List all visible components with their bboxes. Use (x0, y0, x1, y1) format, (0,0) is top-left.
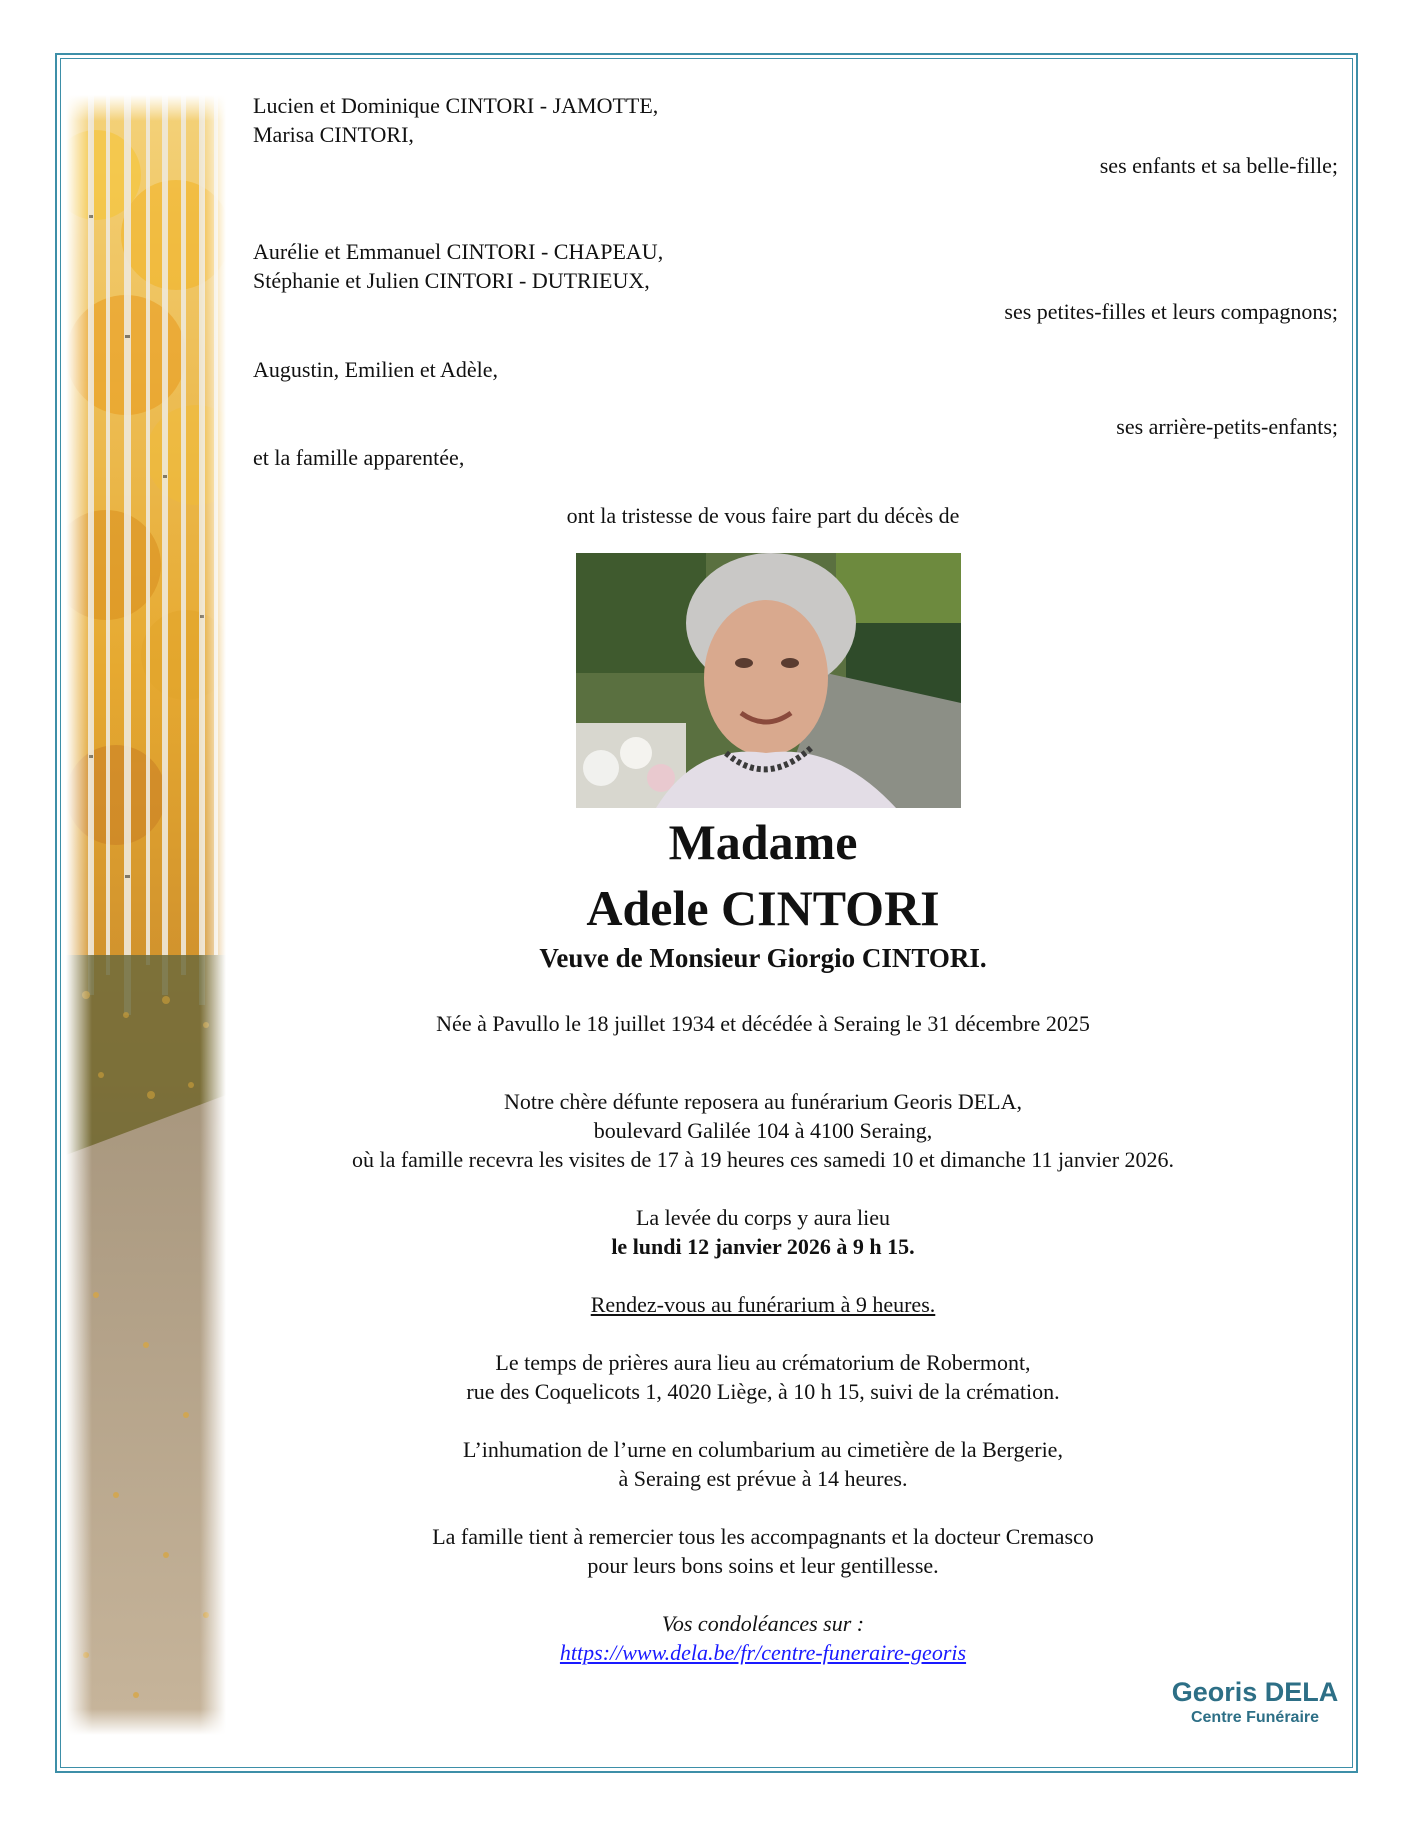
autumn-forest-image (66, 95, 226, 1735)
burial-line-1: L’inhumation de l’urne en columbarium au cimetière de la Bergerie, (463, 1437, 1063, 1462)
announcement: ont la tristesse de vous faire part du décès de (566, 503, 960, 528)
logo-subtitle: Centre Funéraire (1190, 1709, 1320, 1726)
thanks-line-1: La famille tient à remercier tous les accompagnants et la docteur Cremasco (432, 1524, 1094, 1549)
relatives: et la famille apparentée, (253, 445, 465, 470)
deceased-title: Madame (668, 814, 858, 870)
deceased-spouse: Veuve de Monsieur Giorgio CINTORI. (539, 943, 987, 973)
birth-death: Née à Pavullo le 18 juillet 1934 et décédée à Seraing le 31 décembre 2025 (436, 1011, 1090, 1036)
condolences-label: Vos condoléances sur : (661, 1611, 865, 1636)
grandchildren-role: ses petites-filles et leurs compagnons; (1004, 299, 1338, 324)
prayer-line-1: Le temps de prières aura lieu au crématorium de Robermont, (495, 1350, 1031, 1375)
logo-name: Georis DELA (1171, 1677, 1339, 1707)
meeting-time: Rendez-vous au funérarium à 9 heures. (590, 1292, 936, 1317)
portrait-photo (576, 553, 961, 808)
departure-line-2: le lundi 12 janvier 2026 à 9 h 15. (611, 1234, 915, 1259)
condolences-link[interactable]: https://www.dela.be/fr/centre-funeraire-georis (559, 1640, 967, 1665)
deceased-name: Adele CINTORI (586, 880, 940, 936)
departure-line-1: La levée du corps y aura lieu (635, 1205, 891, 1230)
visitation-line-3: où la famille recevra les visites de 17 à 19 heures ces samedi 10 et dimanche 11 janvier 2026. (351, 1147, 1175, 1172)
prayer-line-2: rue des Coquelicots 1, 4020 Liège, à 10 h 15, suivi de la crémation. (466, 1379, 1060, 1404)
children-role: ses enfants et sa belle-fille; (1099, 153, 1338, 178)
visitation-line-1: Notre chère défunte reposera au funérarium Georis DELA, (504, 1089, 1022, 1114)
burial-line-2: à Seraing est prévue à 14 heures. (618, 1466, 908, 1491)
children-names-2: Marisa CINTORI, (253, 122, 414, 147)
visitation-line-2: boulevard Galilée 104 à 4100 Seraing, (593, 1118, 933, 1143)
great-grandchildren-names: Augustin, Emilien et Adèle, (253, 357, 499, 382)
thanks-line-2: pour leurs bons soins et leur gentillesse. (587, 1553, 939, 1578)
grandchildren-names-2: Stéphanie et Julien CINTORI - DUTRIEUX, (253, 268, 650, 293)
grandchildren-names-1: Aurélie et Emmanuel CINTORI - CHAPEAU, (253, 239, 664, 264)
children-names-1: Lucien et Dominique CINTORI - JAMOTTE, (253, 93, 659, 118)
georis-dela-logo (1170, 1676, 1340, 1728)
great-grandchildren-role: ses arrière-petits-enfants; (1116, 414, 1338, 439)
